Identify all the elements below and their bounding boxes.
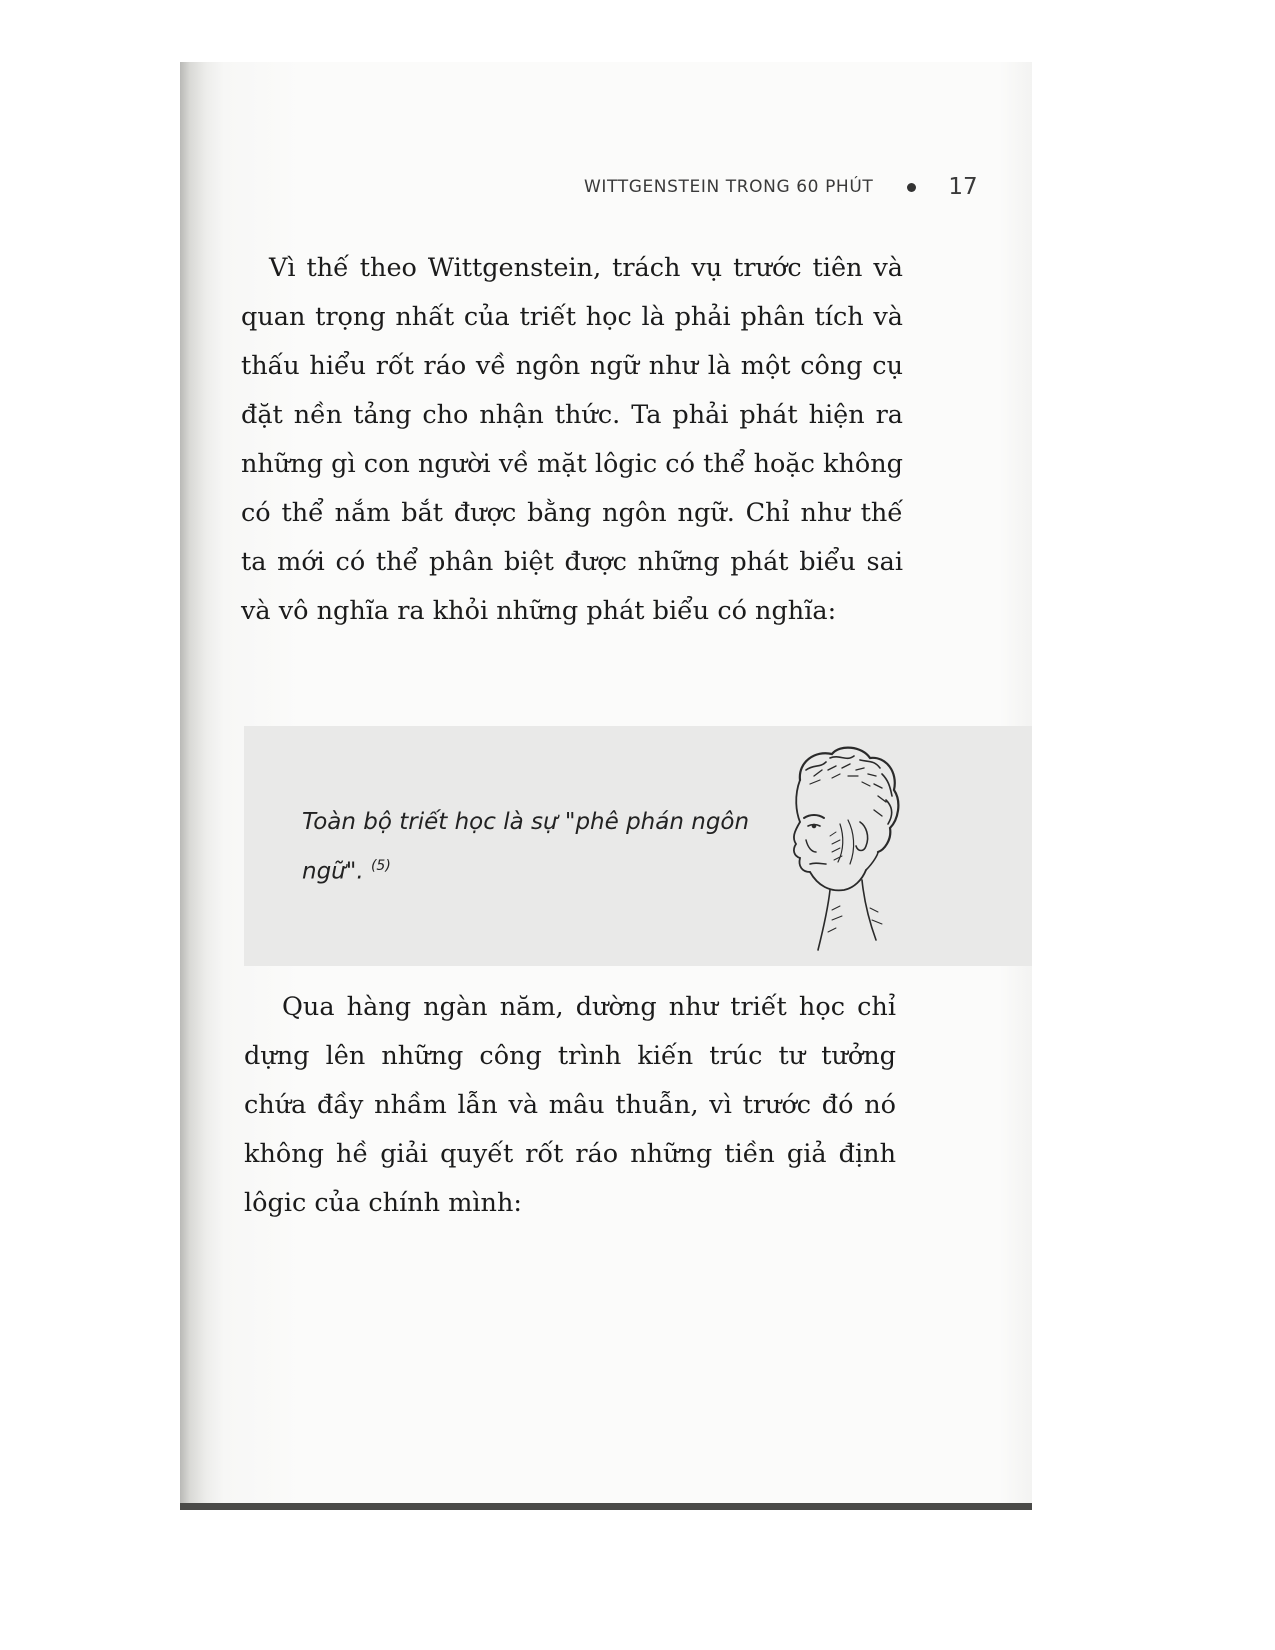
wittgenstein-portrait-sketch-icon [770, 740, 910, 960]
bullet-separator [907, 183, 916, 192]
running-header [584, 172, 984, 202]
body-paragraph-1: Vì thế theo Wittgenstein, trách vụ trước tiên và quan trọng nhất của triết học là phải phân tích và thấu hiểu rốt ráo về ngôn ngữ như là một công cụ đặt nền tảng cho nhận thức. Ta phải phát hiện ra những gì con người về mặt lôgic có thể hoặc không có thể nắm bắt được bằng ngôn ngữ. Chỉ như thế ta mới có thể phân biệt được những phát biểu sai và vô nghĩa ra khỏi những phát biểu có nghĩa: [241, 253, 903, 626]
page-number: 17 [948, 174, 978, 200]
footnote-marker: (5) [370, 858, 391, 874]
quote-text: Toàn bộ triết học là sự "phê phán ngôn ngữ". [302, 809, 750, 885]
running-title: WITTGENSTEIN TRONG 60 PHÚT [584, 177, 874, 197]
body-paragraph-2: Qua hàng ngàn năm, dường như triết học chỉ dựng lên những công trình kiến trúc tư tưởng chứa đầy nhầm lẫn và mâu thuẫn, vì trước đó nó không hề giải quyết rốt ráo những tiền giả định lôgic của chính mình: [244, 992, 896, 1218]
quote-text-block [302, 800, 772, 894]
page-bottom-edge [180, 1503, 1032, 1510]
